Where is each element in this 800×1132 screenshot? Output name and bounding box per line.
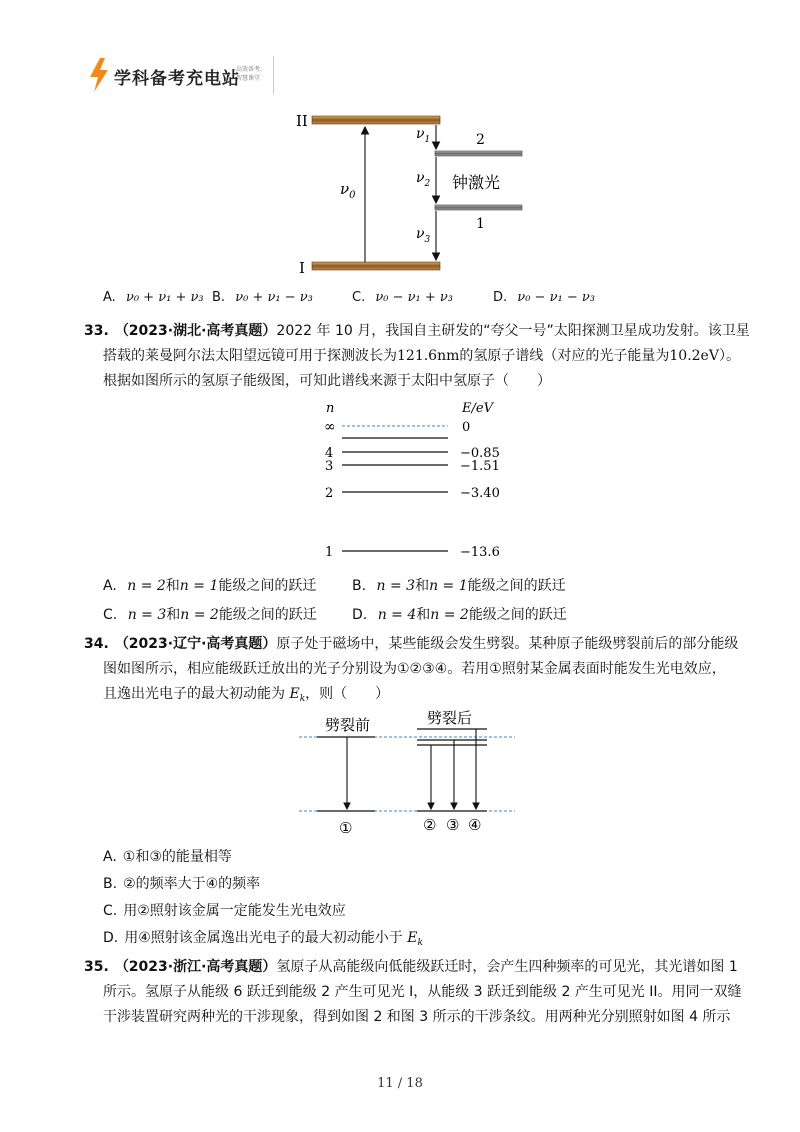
- q34-line3: 且逸出光电子的最大初动能为 $E_k$，则（ ）: [103, 686, 390, 704]
- energy-header: E/eV: [462, 401, 493, 416]
- level-e-3: −1.51: [460, 459, 500, 474]
- brand-name: 学科备考充电站: [114, 69, 240, 89]
- level-n-2: 2: [325, 486, 334, 501]
- circle-2-label: ②: [423, 816, 437, 834]
- nu1-label: $\nu_1$: [416, 126, 431, 145]
- q32-option-c: C. ν₀ − ν₁ + ν₃: [352, 290, 454, 305]
- before-split-label: 劈裂前: [325, 716, 371, 734]
- q33-line2: 搭载的莱曼阿尔法太阳望远镜可用于探测波长为121.6nm的氢原子谱线（对应的光子能量为10.2eV）。: [103, 348, 740, 364]
- level-I-label: I: [299, 259, 305, 277]
- level-n-3: 3: [325, 459, 334, 474]
- page-number: 11 / 18: [377, 1076, 423, 1091]
- level-II-label: II: [296, 112, 308, 130]
- nu0-label: $\nu_0$: [340, 180, 356, 201]
- sublevel-1-bar: [435, 205, 522, 210]
- q33-option-a: A. n = 2和n = 1能级之间的跃迁: [103, 578, 317, 594]
- q33-line1: 33. （2023·湖北·高考真题）2022 年 10 月，我国自主研发的“夸父一号”太阳探测卫星成功发射。该卫星: [84, 323, 750, 339]
- q32-option-a: A. ν₀ + ν₁ + ν₃: [103, 290, 204, 305]
- nu2-label: $\nu_2$: [416, 170, 431, 189]
- level-n-1: 1: [325, 545, 334, 560]
- level-splitting-diagram: [295, 706, 520, 840]
- level-e-infinity: 0: [462, 420, 471, 435]
- q34-option-a: A. ①和③的能量相等: [103, 849, 232, 865]
- after-split-label: 劈裂后: [427, 709, 473, 727]
- level-n-infinity: ∞: [324, 419, 336, 435]
- q33-option-b: B. n = 3和n = 1能级之间的跃迁: [352, 578, 566, 594]
- sublevel-2-bar: [435, 151, 522, 156]
- q32-option-d: D. ν₀ − ν₁ − ν₃: [493, 290, 595, 305]
- clock-laser-label: 钟激光: [452, 173, 501, 192]
- level-n-4: 4: [325, 446, 334, 461]
- level-e-4: −0.85: [460, 446, 500, 461]
- q34-line1: 34. （2023·辽宁·高考真题）原子处于磁场中，某些能级会发生劈裂。某种原子能级劈裂前后的部分能级: [84, 636, 739, 652]
- q35-line1: 35. （2023·浙江·高考真题）氢原子从高能级向低能级跃迁时，会产生四种频率的可见光，其光谱如图 1: [84, 959, 738, 975]
- q34-option-d: D. 用④照射该金属逸出光电子的最大初动能小于 $E_k$: [103, 930, 423, 948]
- n-header: n: [326, 401, 335, 416]
- q35-line2: 所示。氢原子从能级 6 跃迁到能级 2 产生可见光 I，从能级 3 跃迁到能级 2 产生可见光 II。用同一双缝: [103, 984, 742, 1000]
- header-logo: [84, 56, 276, 96]
- circle-3-label: ③: [446, 816, 460, 834]
- level-e-1: −13.6: [460, 545, 500, 560]
- q32-option-b: B. ν₀ + ν₁ − ν₃: [212, 290, 313, 305]
- circle-4-label: ④: [468, 816, 482, 834]
- q33-line3: 根据如图所示的氢原子能级图，可知此谱线来源于太阳中氢原子（ ）: [103, 373, 551, 389]
- brand-slogan-line2: 智慧课堂: [236, 75, 261, 82]
- level-I-bar: [312, 262, 440, 270]
- nu3-label: $\nu_3$: [416, 226, 431, 245]
- q34-line2: 图如图所示，相应能级跃迁放出的光子分别设为①②③④。若用①照射某金属表面时能发生光电效应，: [103, 661, 726, 677]
- header-divider: [273, 56, 274, 94]
- q33-option-c: C. n = 3和n = 2能级之间的跃迁: [103, 607, 317, 623]
- sublevel-1-label: 1: [476, 216, 485, 232]
- q35-line3: 干涉装置研究两种光的干涉现象，得到如图 2 和图 3 所示的干涉条纹。用两种光分别照射如图 4 所示: [103, 1009, 731, 1025]
- level-e-2: −3.40: [460, 486, 500, 501]
- q34-option-c: C. 用②照射该金属一定能发生光电效应: [103, 903, 346, 919]
- sublevel-2-label: 2: [476, 132, 485, 148]
- hydrogen-level-diagram: [318, 396, 518, 566]
- lightning-bolt-icon: [88, 58, 110, 92]
- q34-option-b: B. ②的频率大于④的频率: [103, 876, 261, 892]
- q33-option-d: D. n = 4和n = 2能级之间的跃迁: [352, 607, 567, 623]
- brand-slogan-line1: 高效备考，: [236, 66, 267, 73]
- circle-1-label: ①: [339, 819, 353, 837]
- clock-laser-diagram: [290, 108, 540, 278]
- level-II-bar: [312, 116, 440, 124]
